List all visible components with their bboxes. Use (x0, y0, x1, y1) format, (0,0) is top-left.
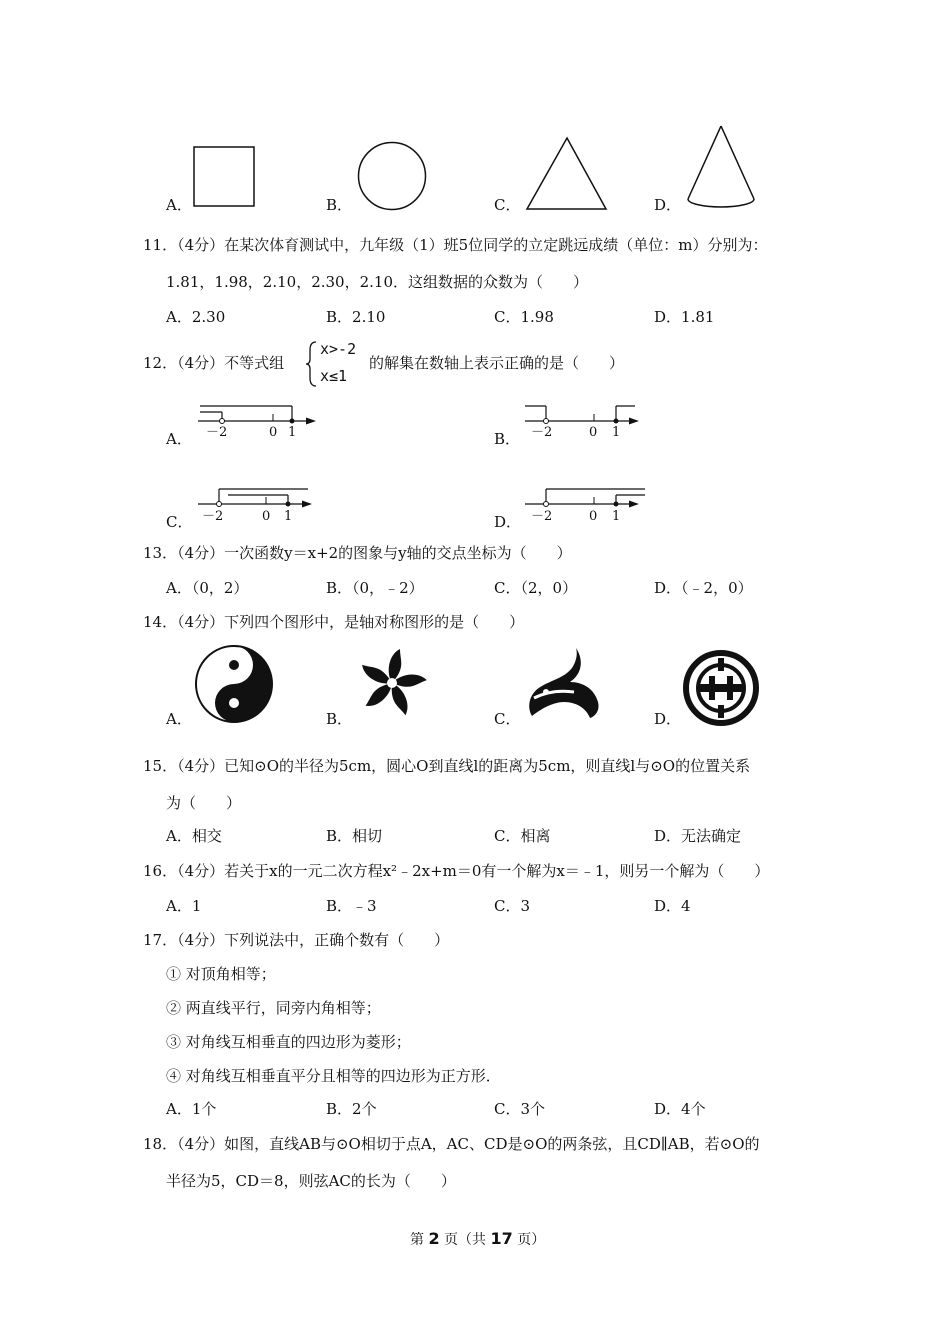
q14-stem: 14．（4分）下列四个图形中，是轴对称图形的是（ ） (143, 613, 525, 631)
q13-option-c: C．（2，0） (494, 579, 578, 597)
q11-stem-line2: 1.81，1.98，2.10，2.30，2.10．这组数据的众数为（ ） (166, 273, 588, 291)
q12-option-a-label: A． (166, 430, 192, 448)
q17-option-d: D．4个 (654, 1100, 706, 1118)
tick-label-1: 1 (612, 509, 621, 524)
q16-option-b: B．﹣3 (326, 897, 377, 915)
tick-label-0: 0 (269, 425, 278, 440)
yin-yang-icon (194, 644, 274, 724)
q15-option-d: D．无法确定 (654, 827, 742, 845)
square-figure (193, 146, 255, 208)
footer-pre: 第 (410, 1232, 424, 1248)
q11-option-d: D．1.81 (654, 308, 715, 326)
cone-figure (686, 124, 756, 210)
q16-option-d: D．4 (654, 897, 691, 915)
footer-total-pages: 17 (490, 1229, 513, 1248)
tick-label-0: 0 (262, 509, 271, 524)
tick-label-0: 0 (589, 425, 598, 440)
tick-label-neg2: －2 (531, 509, 553, 524)
q11-option-a: A．2.30 (166, 308, 226, 326)
q17-option-b: B．2个 (326, 1100, 377, 1118)
q11-option-c: C．1.98 (494, 308, 554, 326)
q17-statement-2: ② 两直线平行，同旁内角相等； (166, 999, 381, 1017)
footer-page-number: 2 (428, 1229, 440, 1248)
tick-label-neg2: －2 (531, 425, 553, 440)
system-brace (306, 340, 318, 388)
q14-option-a-label: A． (166, 710, 192, 728)
q13-option-b: B．（0，﹣2） (326, 579, 424, 597)
q17-option-a: A．1个 (166, 1100, 217, 1118)
q16-option-a: A．1 (166, 897, 202, 915)
q12-option-b-label: B． (494, 430, 521, 448)
tick-label-neg2: －2 (206, 425, 228, 440)
tick-label-1: 1 (284, 509, 293, 524)
footer-post: 页） (517, 1232, 546, 1248)
q14-option-c-label: C． (494, 710, 521, 728)
q15-option-b: B．相切 (326, 827, 383, 845)
q16-option-c: C．3 (494, 897, 531, 915)
q17-statement-1: ① 对顶角相等； (166, 965, 276, 983)
tick-label-1: 1 (288, 425, 297, 440)
q18-stem-line1: 18．（4分）如图，直线AB与⊙O相切于点A，AC、CD是⊙O的两条弦，且CD∥AB，若⊙O的 (143, 1135, 760, 1153)
bank-logo-icon (682, 650, 760, 728)
q12-inequality-1: x>-2 (320, 340, 357, 358)
q16-stem: 16．（4分）若关于x的一元二次方程x²﹣2x+m＝0有一个解为x＝﹣1，则另一个解为（ ） (143, 862, 770, 880)
q12-option-d-label: D． (494, 513, 522, 531)
q15-option-a: A．相交 (166, 827, 222, 845)
bird-emblem-icon (520, 646, 602, 722)
tick-label-1: 1 (612, 425, 621, 440)
q13-option-d: D．（﹣2，0） (654, 579, 753, 597)
footer-mid: 页（共 (444, 1232, 487, 1248)
q10-option-a-label: A． (166, 196, 192, 214)
page-footer (410, 1231, 545, 1247)
q17-option-c: C．3个 (494, 1100, 546, 1118)
q17-statement-3: ③ 对角线互相垂直的四边形为菱形； (166, 1033, 411, 1051)
q11-stem-line1: 11．（4分）在某次体育测试中，九年级（1）班5位同学的立定跳远成绩（单位：m）分别为： (143, 236, 768, 254)
q15-stem-line1: 15．（4分）已知⊙O的半径为5cm，圆心O到直线l的距离为5cm，则直线l与⊙O的位置关系 (143, 757, 751, 775)
q18-stem-line2: 半径为5，CD＝8，则弦AC的长为（ ） (166, 1172, 456, 1190)
q17-statement-4: ④ 对角线互相垂直平分且相等的四边形为正方形． (166, 1067, 501, 1085)
q13-option-a: A．（0，2） (166, 579, 249, 597)
q15-stem-line2: 为（ ） (166, 794, 242, 812)
triangle-figure (526, 136, 608, 212)
tick-label-0: 0 (589, 509, 598, 524)
q12-inequality-2: x≤1 (320, 367, 348, 385)
q17-stem: 17．（4分）下列说法中，正确个数有（ ） (143, 931, 450, 949)
q14-option-d-label: D． (654, 710, 682, 728)
q12-stem-suffix: 的解集在数轴上表示正确的是（ ） (369, 354, 625, 372)
pinwheel-flower-icon (354, 645, 430, 721)
tick-label-neg2: －2 (202, 509, 224, 524)
q10-option-b-label: B． (326, 196, 353, 214)
q12-stem-prefix: 12．（4分）不等式组 (143, 354, 285, 372)
q12-option-c-label: C． (166, 513, 193, 531)
q15-option-c: C．相离 (494, 827, 551, 845)
circle-figure (357, 141, 429, 213)
q14-option-b-label: B． (326, 710, 353, 728)
q10-option-c-label: C． (494, 196, 521, 214)
q10-option-d-label: D． (654, 196, 682, 214)
q11-option-b: B．2.10 (326, 308, 386, 326)
q13-stem: 13．（4分）一次函数y＝x+2的图象与y轴的交点坐标为（ ） (143, 544, 572, 562)
